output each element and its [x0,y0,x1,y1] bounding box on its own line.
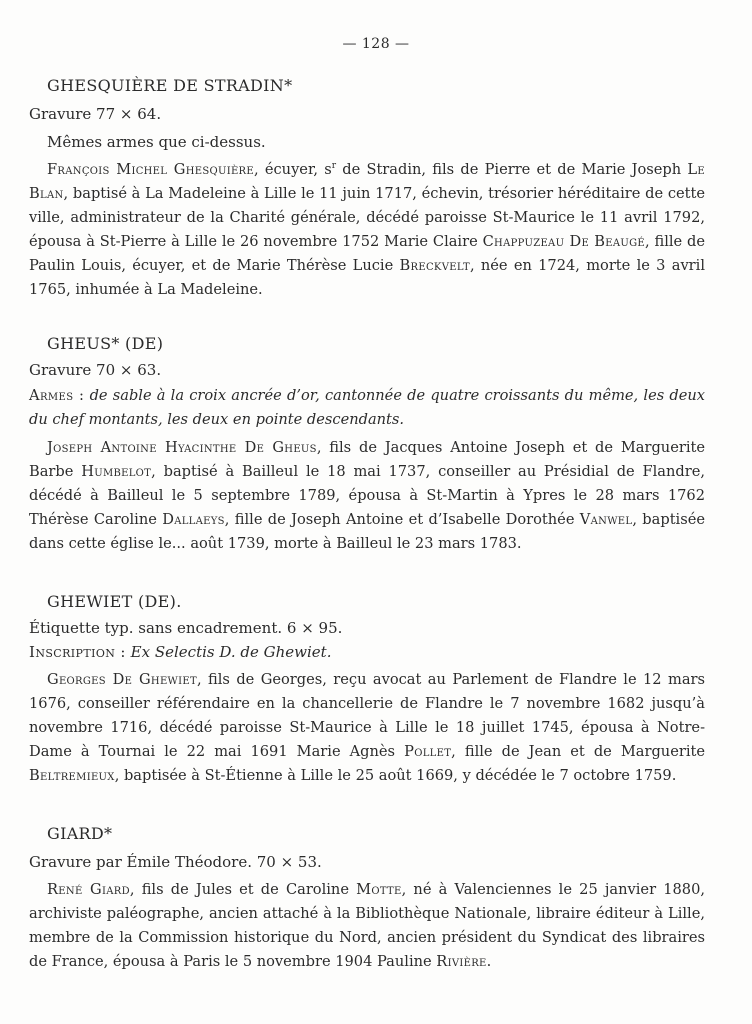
text-run: , fille de Jean et de Marguerite [451,743,705,760]
text-run: , baptisé à La Madeleine à Lille le 11 juin 1717, échevin, trésorier héréditaire de cette ville, administrateur de la Charité générale, décédé paroisse St-Maurice le 11 avril 1792, épousa à St-Pierre à Lille le 26 novembre 1752 Marie Claire [29,185,705,250]
text-run: , fils de Jacques Antoine Joseph et de Marguerite Barbe [29,439,705,480]
arms-description [29,384,705,432]
person-name: Pollet [404,743,452,760]
entry-ghesquiere [29,74,705,302]
person-name: Georges De Ghewiet [47,671,197,688]
text-run: , écuyer, s [253,161,332,178]
engraving-line: Gravure par Émile Théodore. 70 × 53. [29,853,322,871]
entry-gheus [29,332,705,556]
text-run: , née en 1724, morte le 3 avril 1765, inhumée à La Madeleine. [29,257,705,298]
text-run: . [486,953,492,970]
inscription-label: Inscription : [29,643,126,661]
text-run: , fille de Joseph Antoine et d’Isabelle Dorothée [224,511,580,528]
text-run: de Stradin, fils de Pierre et de Marie Joseph [336,161,688,178]
person-name: Beltremieux [29,767,115,784]
person-name: Le Blan [29,161,705,202]
arms-text: de sable à la croix ancrée d’or, cantonnée de quatre croissants du même, les deux du chef montants, les deux en pointe descendants. [29,387,705,428]
entry-heading: GHEWIET (DE). [47,592,182,611]
entry-heading: GHESQUIÈRE DE STRADIN* [47,76,293,95]
text-run: , fils de Georges, reçu avocat au Parlement de Flandre le 12 mars 1676, conseiller référendaire en la chancellerie de Flandre le 7 novembre 1682 jusqu’à novembre 1716, décédé paroisse St-Maurice à Lille le 18 juillet 1745, épousa à Notre-Dame à Tournai le 22 mai 1691 Marie Agnès [29,671,705,760]
text-run: , baptisé à Bailleul le 18 mai 1737, conseiller au Présidial de Flandre, décédé à Bailleul le 5 septembre 1789, épousa à St-Martin à Ypres le 28 mars 1762 Thérèse Caroline [29,463,705,528]
person-name: Vanwel [579,511,633,528]
person-name: Motte [356,881,402,898]
page-number: — 128 — [342,36,410,52]
arms-label: Armes : [29,387,85,404]
person-name: Dallaeys [162,511,225,528]
label-line: Étiquette typ. sans encadrement. 6 × 95. [29,619,343,637]
biography-paragraph [29,158,705,302]
person-name: Breckvelt [399,257,470,274]
entry-giard [29,822,705,974]
entry-heading: GIARD* [47,824,113,843]
text-run: , fille de Paulin Louis, écuyer, et de Marie Thérèse Lucie [29,233,705,274]
superscript: r [331,161,336,172]
text-run: , né à Valenciennes le 25 janvier 1880, archiviste paléographe, ancien attaché à la Bibliothèque Nationale, libraire éditeur à Lille, membre de la Commission historique du Nord, ancien président du Syndicat des libraires de France, épousa à Paris le 5 novembre 1904 Pauline [29,881,705,970]
person-name: Joseph Antoine Hyacinthe De Gheus [47,439,317,456]
inscription-text: Ex Selectis D. de Ghewiet. [130,643,332,661]
entry-heading: GHEUS* (DE) [47,334,164,353]
inscription-line [29,640,705,664]
engraving-line: Gravure 77 × 64. [29,105,162,123]
entry-ghewiet [29,590,705,788]
person-name: Rivière [436,953,487,970]
person-name: François Michel Ghesquière [47,161,254,178]
person-name: René Giard [47,881,130,898]
person-name: Humbelot [81,463,152,480]
biography-paragraph [29,878,705,974]
person-name: Chappuzeau De Beaugé [482,233,645,250]
biography-paragraph [29,436,705,556]
text-run: , baptisée dans cette église le... août 1739, morte à Bailleul le 23 mars 1783. [29,511,705,552]
biography-paragraph [29,668,705,788]
text-run: , fils de Jules et de Caroline [129,881,357,898]
engraving-line: Gravure 70 × 63. [29,361,162,379]
note-line: Mêmes armes que ci-dessus. [47,133,266,151]
text-run: , baptisée à St-Étienne à Lille le 25 août 1669, y décédée le 7 octobre 1759. [114,767,677,784]
